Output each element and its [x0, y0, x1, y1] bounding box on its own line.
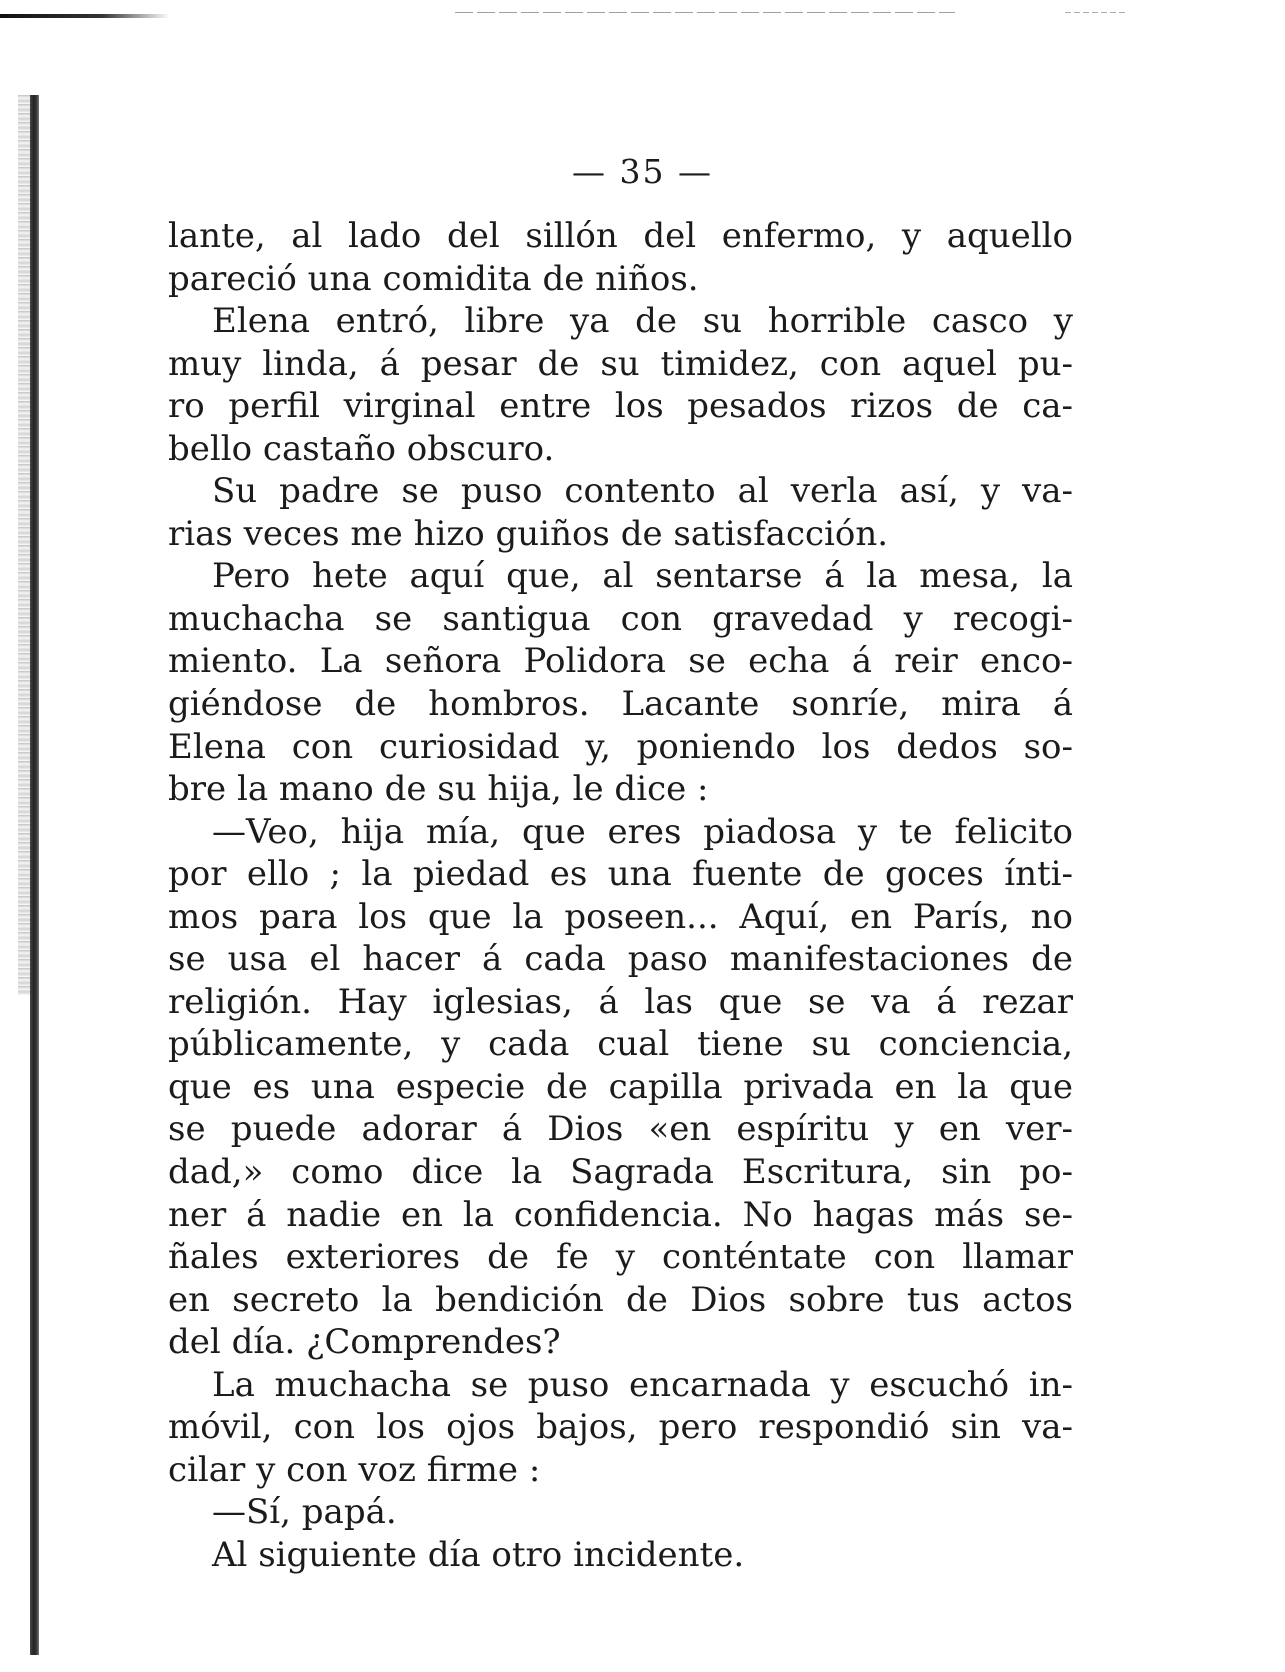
scan-artifact-top-rule-right — [1065, 12, 1125, 13]
text-line: ro perfil virginal entre los pesados rizos de ca- — [168, 386, 1073, 427]
text-line: por ello ; la piedad es una fuente de goces ínti- — [168, 854, 1073, 895]
text-line: públicamente, y cada cual tiene su conciencia, — [168, 1024, 1073, 1065]
text-line: Elena con curiosidad y, poniendo los dedos so- — [168, 726, 1073, 767]
text-line: rias veces me hizo guiños de satisfacción. — [168, 513, 889, 554]
scan-artifact-top-rule — [455, 12, 955, 13]
text-line: muy linda, á pesar de su timidez, con aquel pu- — [168, 343, 1073, 384]
page-number: — 35 — — [572, 152, 713, 191]
text-line: —Veo, hija mía, que eres piadosa y te felicito — [212, 811, 1073, 852]
text-line: bre la mano de su hija, le dice : — [168, 769, 709, 810]
scan-artifact-top-left — [0, 14, 170, 18]
scan-artifact-binding-edge — [30, 95, 39, 1655]
text-line: Elena entró, libre ya de su horrible casco y — [212, 301, 1073, 342]
text-line: ner á nadie en la confidencia. No hagas más se- — [168, 1194, 1073, 1235]
text-line: se usa el hacer á cada paso manifestaciones de — [168, 939, 1073, 980]
text-line: Pero hete aquí que, al sentarse á la mesa, la — [212, 556, 1073, 597]
text-line: religión. Hay iglesias, á las que se va á rezar — [168, 981, 1073, 1022]
text-line: que es una especie de capilla privada en la que — [168, 1066, 1073, 1107]
body-text — [168, 215, 1073, 1577]
text-line: se puede adorar á Dios «en espíritu y en ver- — [168, 1109, 1073, 1150]
text-line: mos para los que la poseen... Aquí, en París, no — [168, 896, 1073, 937]
text-line: cilar y con voz firme : — [168, 1449, 541, 1490]
text-line: lante, al lado del sillón del enfermo, y aquello — [168, 216, 1073, 256]
text-line: bello castaño obscuro. — [168, 428, 555, 469]
text-line: muchacha se santigua con gravedad y recogi- — [168, 598, 1073, 639]
text-line: del día. ¿Comprendes? — [168, 1322, 561, 1363]
text-line: dad,» como dice la Sagrada Escritura, sin po- — [168, 1152, 1073, 1193]
text-line: Su padre se puso contento al verla así, y va- — [212, 471, 1073, 512]
text-line: Al siguiente día otro incidente. — [212, 1534, 745, 1575]
text-line: ñales exteriores de fe y conténtate con llamar — [168, 1237, 1073, 1278]
text-line: móvil, con los ojos bajos, pero respondió sin va- — [168, 1407, 1073, 1448]
text-line: giéndose de hombros. Lacante sonríe, mira á — [168, 684, 1073, 725]
text-line: pareció una comidita de niños. — [168, 258, 699, 299]
text-line: miento. La señora Polidora se echa á reir enco- — [168, 641, 1073, 682]
text-line: La muchacha se puso encarnada y escuchó in- — [212, 1364, 1073, 1405]
text-line: en secreto la bendición de Dios sobre tus actos — [168, 1279, 1073, 1320]
text-line: —Sí, papá. — [212, 1492, 397, 1533]
